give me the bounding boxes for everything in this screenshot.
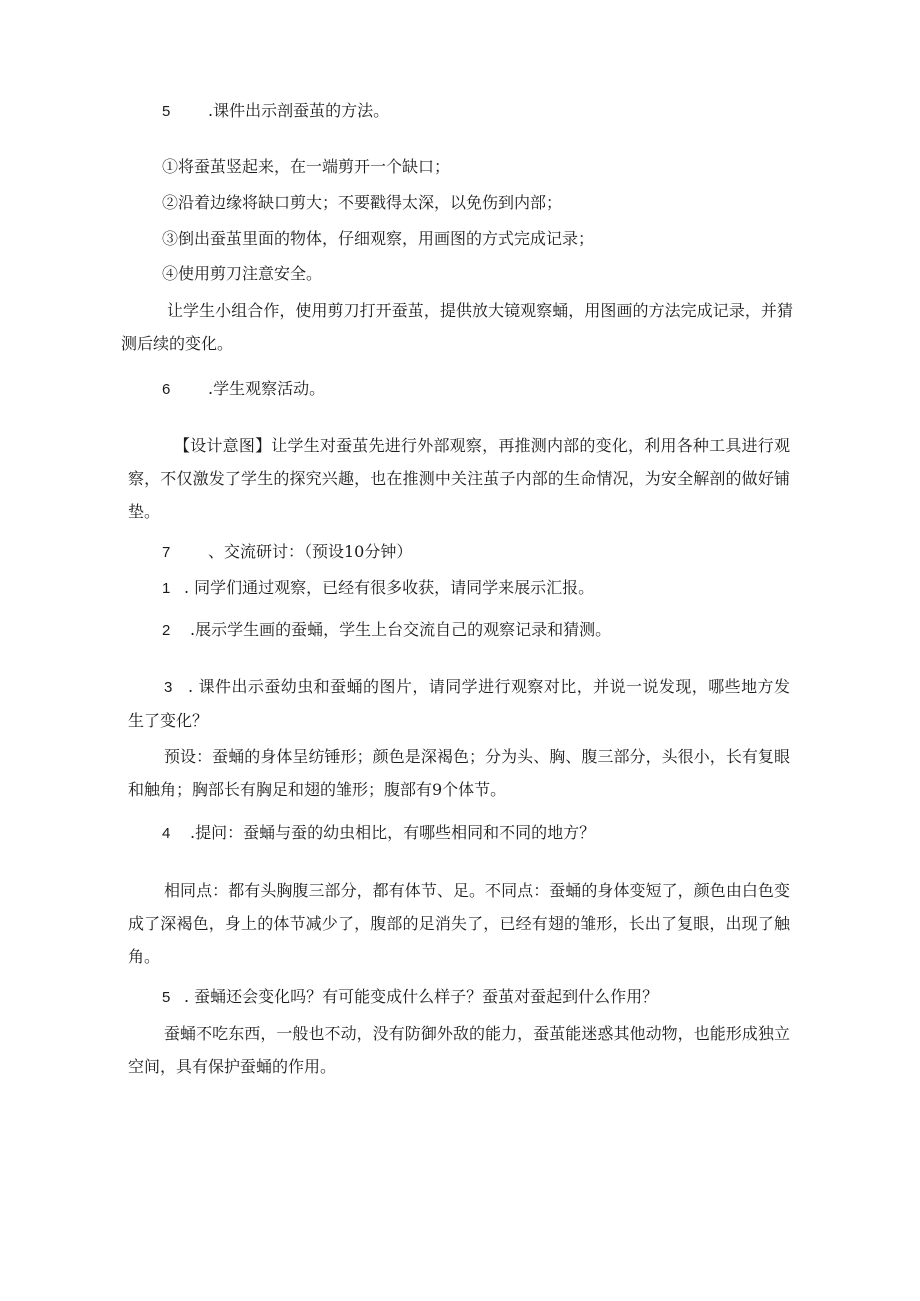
item-text: .提问：蚕蛹与蚕的幼虫相比，有哪些相同和不同的地方？ bbox=[190, 823, 596, 842]
item-text: .展示学生画的蚕蛹，学生上台交流自己的观察记录和猜测。 bbox=[190, 620, 612, 639]
item-number: 1 bbox=[162, 580, 171, 597]
section-number: 7 bbox=[162, 544, 171, 561]
discussion-item-3 bbox=[128, 670, 790, 737]
step-item: ④使用剪刀注意安全。 bbox=[162, 264, 323, 283]
section-title: .课件出示剖蚕茧的方法。 bbox=[208, 101, 390, 120]
item-number: 4 bbox=[162, 825, 171, 842]
item-number: 3 bbox=[164, 679, 173, 696]
item-text: . 同学们通过观察，已经有很多收获，请同学来展示汇报。 bbox=[184, 578, 595, 597]
item-text: . 蚕蛹还会变化吗？有可能变成什么样子？蚕茧对蚕起到什么作用？ bbox=[184, 987, 659, 1006]
discussion-item-1 bbox=[162, 577, 594, 600]
design-intent-paragraph: 【设计意图】让学生对蚕茧先进行外部观察，再推测内部的变化，利用各种工具进行观察，不仅激发了学生的探究兴趣，也在推测中关注茧子内部的生命情况，为安全解剖的做好铺垫。 bbox=[128, 436, 790, 521]
step-item: ①将蚕茧竖起来，在一端剪开一个缺口； bbox=[162, 157, 451, 176]
section-number: 6 bbox=[162, 381, 171, 398]
similarities-paragraph: 相同点：都有头胸腹三部分，都有体节、足。不同点：蚕蛹的身体变短了，颜色由白色变成了深褐色，身上的体节减少了，腹部的足消失了，已经有翅的雏形，长出了复眼，出现了触角。 bbox=[128, 881, 790, 966]
section-title: 、交流研讨：（预设10分钟） bbox=[208, 542, 413, 561]
discussion-item-2 bbox=[162, 619, 611, 642]
discussion-item-4 bbox=[162, 822, 595, 845]
step-item: ③倒出蚕茧里面的物体，仔细观察，用画图的方式完成记录； bbox=[162, 229, 595, 248]
section-5-heading bbox=[162, 100, 389, 123]
section-title: .学生观察活动。 bbox=[208, 379, 326, 398]
section-6-heading bbox=[162, 378, 325, 401]
preset-paragraph: 预设：蚕蛹的身体呈纺锤形；颜色是深褐色；分为头、胸、腹三部分，头很小，长有复眼和触角；胸部长有胸足和翅的雏形；腹部有9个体节。 bbox=[128, 747, 790, 799]
item-number: 5 bbox=[162, 989, 171, 1006]
item-text: . 课件出示蚕幼虫和蚕蛹的图片，请同学进行观察对比，并说一说发现，哪些地方发生了变化？ bbox=[128, 677, 790, 730]
group-work-paragraph: 让学生小组合作，使用剪刀打开蚕茧，提供放大镜观察蛹，用图画的方法完成记录，并猜测后续的变化。 bbox=[121, 301, 793, 353]
answer-5-paragraph: 蚕蛹不吃东西，一般也不动，没有防御外敌的能力，蚕茧能迷惑其他动物，也能形成独立空间，具有保护蚕蛹的作用。 bbox=[128, 1024, 790, 1076]
item-number: 2 bbox=[162, 622, 171, 639]
discussion-item-5 bbox=[162, 986, 658, 1009]
section-7-heading bbox=[162, 541, 412, 564]
section-number: 5 bbox=[162, 103, 171, 120]
step-item: ②沿着边缘将缺口剪大；不要戳得太深，以免伤到内部； bbox=[162, 193, 563, 212]
